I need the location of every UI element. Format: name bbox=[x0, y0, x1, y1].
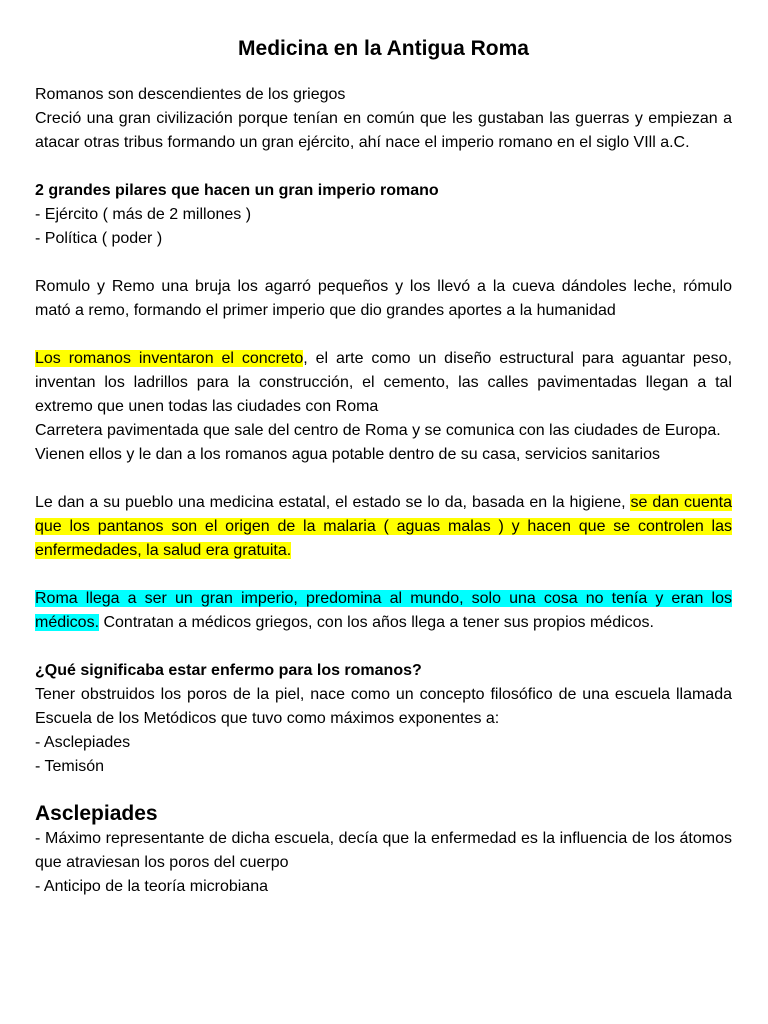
agua-paragraph: Vienen ellos y le dan a los romanos agua potable dentro de su casa, servicios sanitarios bbox=[35, 446, 660, 463]
enfermo-question: ¿Qué significaba estar enfermo para los romanos? bbox=[35, 662, 422, 679]
romulo-paragraph: Romulo y Remo una bruja los agarró pequeños y los llevó a la cueva dándoles leche, rómulo mató a remo, formando el primer imperio que dio grandes aportes a la humanidad bbox=[35, 278, 732, 319]
medicina-text: Le dan a su pueblo una medicina estatal, el estado se lo da, basada en la higiene, bbox=[35, 494, 631, 511]
highlighted-text: Roma llega a ser un gran imperio, predomina al mundo, solo una cosa no tenía y eran los médicos. bbox=[35, 590, 732, 631]
inventos-paragraph bbox=[35, 347, 732, 419]
imperio-paragraph bbox=[35, 587, 732, 635]
pilares-item: - Política ( poder ) bbox=[35, 230, 163, 247]
highlighted-text: se dan cuenta que los pantanos son el origen de la malaria ( aguas malas ) y hacen que se controlen las enfermedades, la salud era gratuita. bbox=[35, 494, 732, 559]
intro-paragraph: Creció una gran civilización porque tenían en común que les gustaban las guerras y empiezan a atacar otras tribus formando un gran ejército, ahí nace el imperio romano en el siglo VIll a.C. bbox=[35, 110, 732, 151]
asclepiades-item: - Anticipo de la teoría microbiana bbox=[35, 878, 269, 895]
document-title: Medicina en la Antigua Roma bbox=[238, 37, 529, 60]
intro-line-1: Romanos son descendientes de los griegos bbox=[35, 86, 346, 103]
asclepiades-heading: Asclepiades bbox=[35, 802, 158, 825]
pilares-item: - Ejército ( más de 2 millones ) bbox=[35, 206, 252, 223]
asclepiades-item: - Máximo representante de dicha escuela, decía que la enfermedad es la influencia de los átomos que atraviesan los poros del cuerpo bbox=[35, 830, 732, 871]
enfermo-item: - Temisón bbox=[35, 758, 105, 775]
medicina-paragraph bbox=[35, 491, 732, 563]
highlighted-text: Los romanos inventaron el concreto bbox=[35, 350, 304, 367]
carretera-paragraph: Carretera pavimentada que sale del centro de Roma y se comunica con las ciudades de Europa. bbox=[35, 422, 721, 439]
enfermo-paragraph: Tener obstruidos los poros de la piel, nace como un concepto filosófico de una escuela llamada Escuela de los Metódicos que tuvo como máximos exponentes a: bbox=[35, 686, 732, 727]
enfermo-item: - Asclepiades bbox=[35, 734, 131, 751]
pilares-heading: 2 grandes pilares que hacen un gran imperio romano bbox=[35, 182, 439, 199]
imperio-text: Contratan a médicos griegos, con los años llega a tener sus propios médicos. bbox=[99, 614, 654, 631]
inventos-text: , el arte como un diseño estructural para aguantar peso, inventan los ladrillos para la construcción, el cemento, las calles pavimentadas llegan a tal extremo que unen todas las ciudades con Roma bbox=[35, 350, 732, 415]
